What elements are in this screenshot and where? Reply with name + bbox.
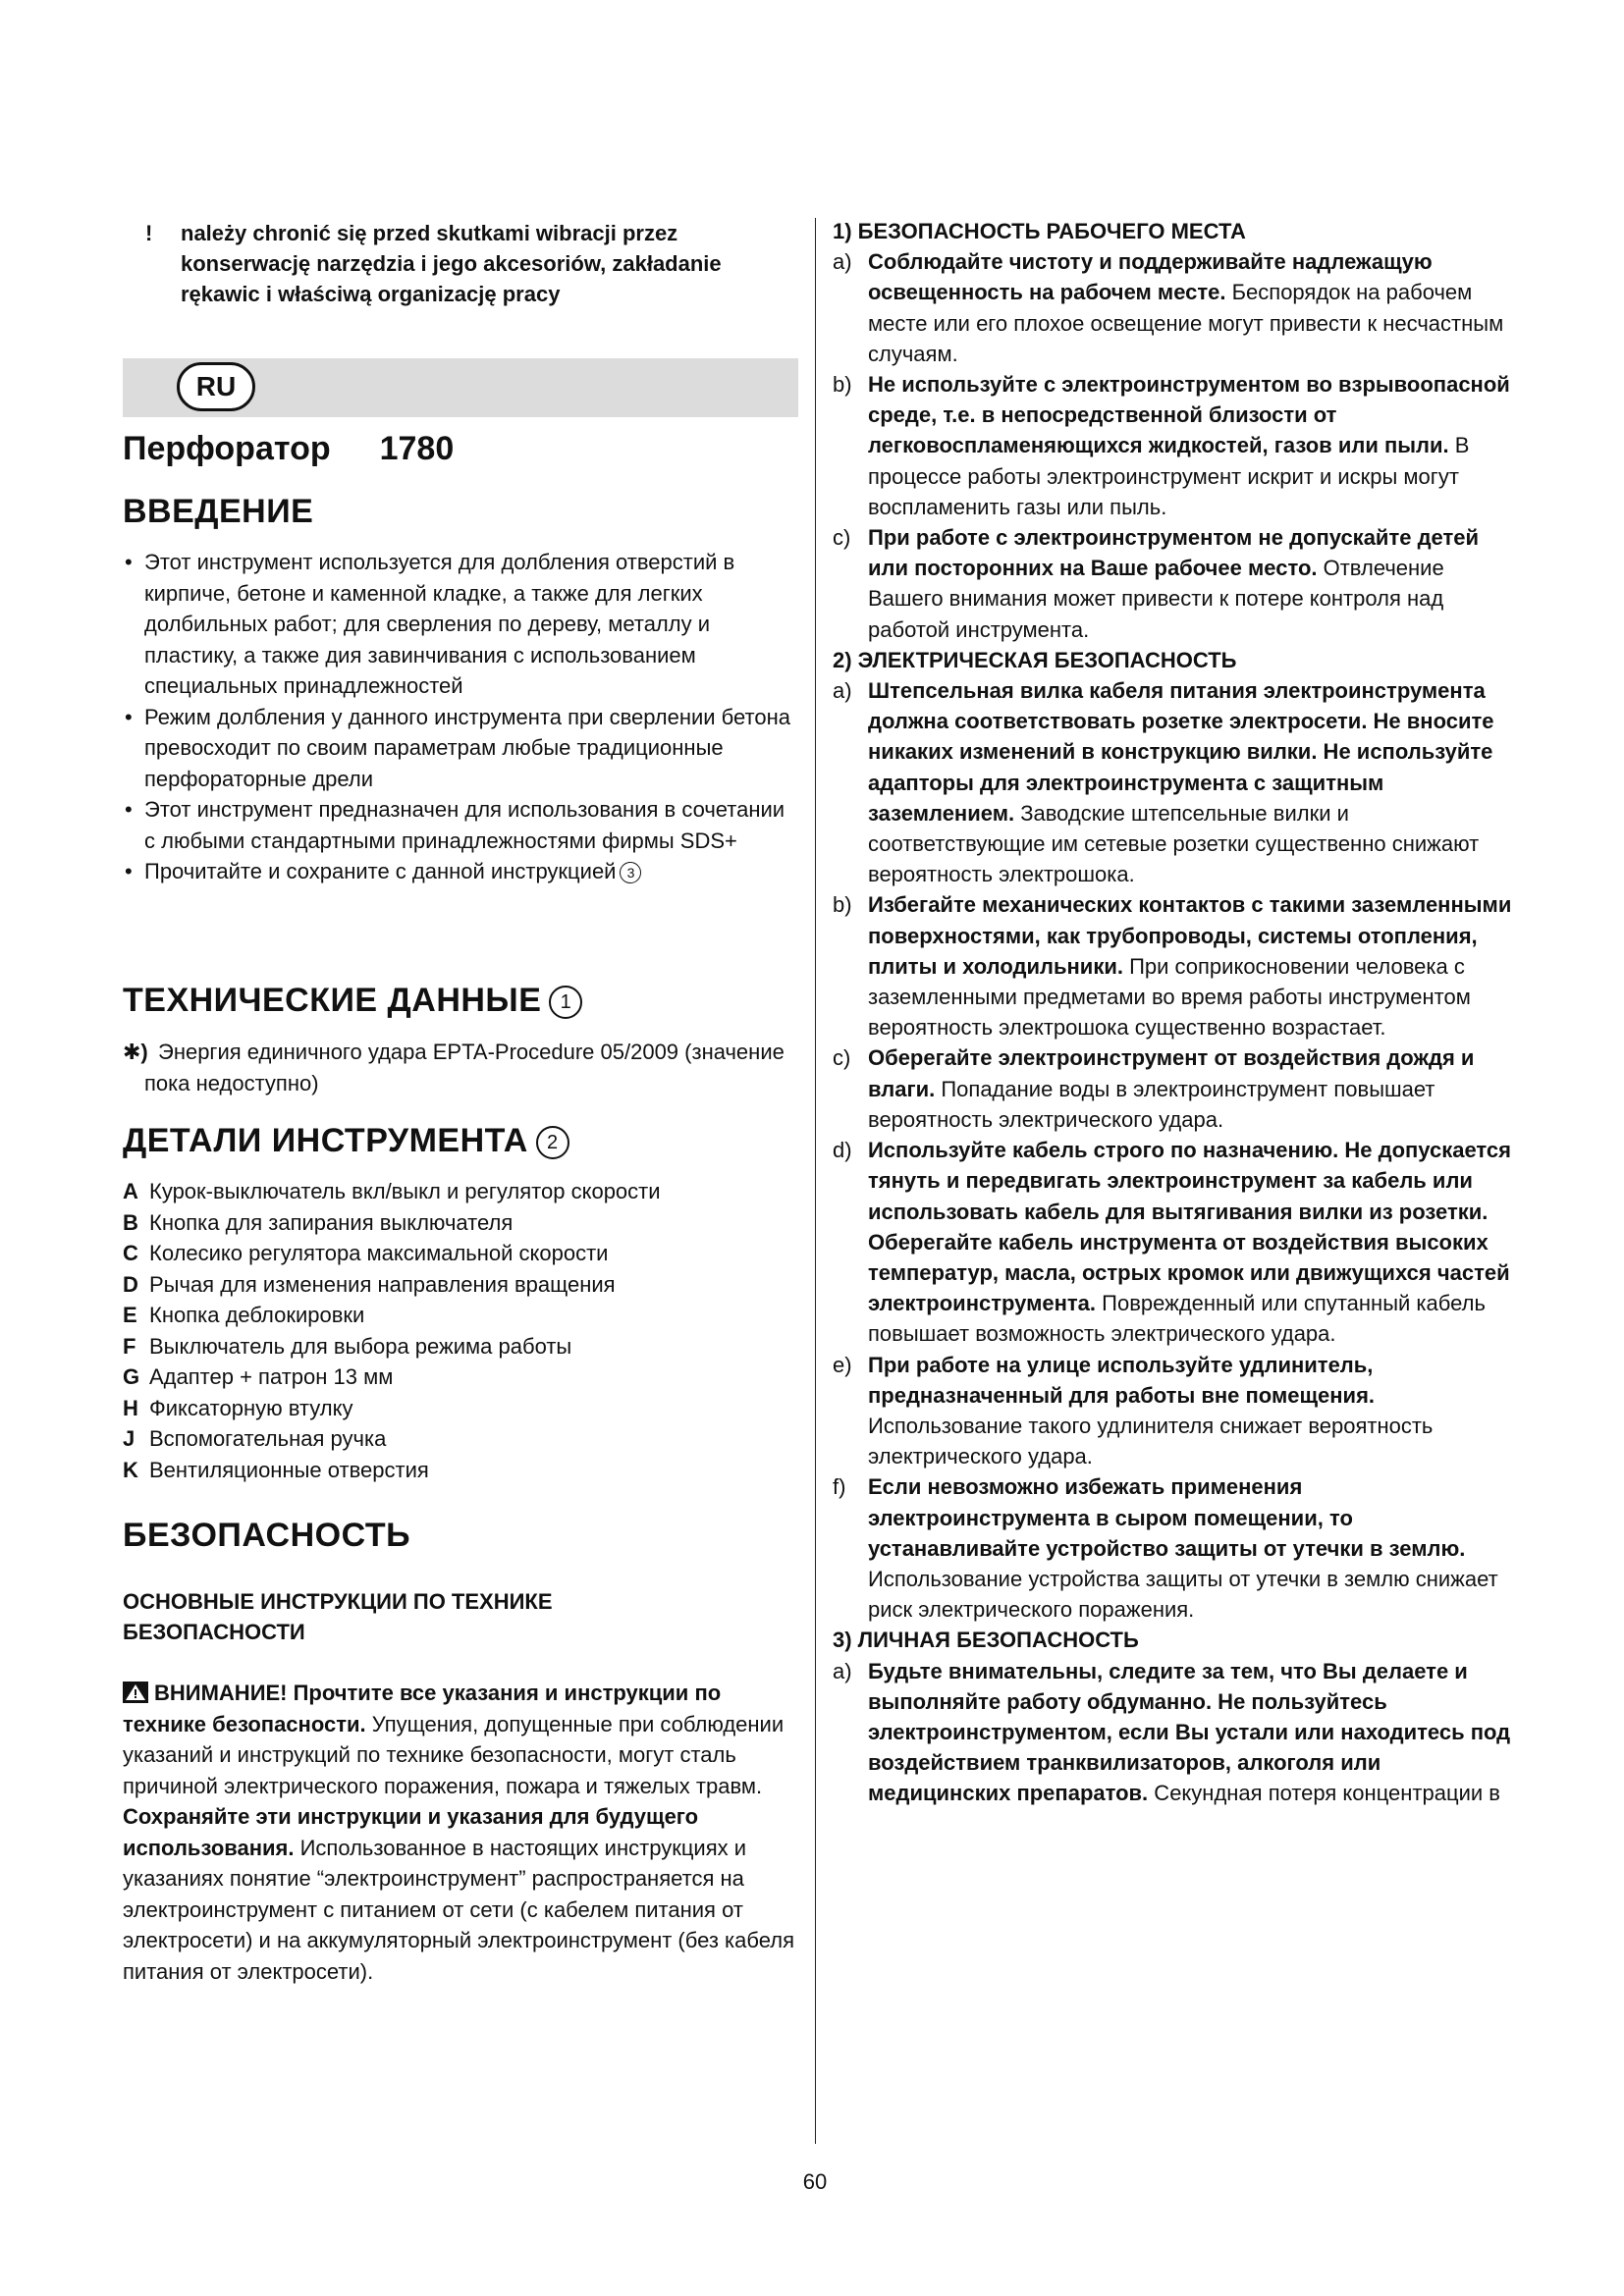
safety-warning xyxy=(123,1678,800,1987)
section-title: 1) БЕЗОПАСНОСТЬ РАБОЧЕГО МЕСТА xyxy=(833,219,1246,243)
warning-icon xyxy=(123,1682,148,1703)
note-text: należy chronić się przed skutkami wibracji przez konserwację narzędzia i jego akcesoriów, zakładanie rękawic i właściwą organizację pracy xyxy=(181,221,722,306)
model-number: 1780 xyxy=(379,430,455,467)
list-item: b) Не используйте с электроинструментом во взрывоопасной среде, т.е. в непосредственной близости от легковоспламеняющихся жидкостей, газов или пыли. В процессе работы электроинструмент искрит и искры могут воспламенить газы или пыль. xyxy=(833,372,1510,519)
column-divider xyxy=(815,218,816,2144)
list-item: F Выключатель для выбора режима работы xyxy=(123,1333,572,1359)
parts-list xyxy=(123,1176,790,1485)
list-item xyxy=(123,856,790,887)
list-item: e) При работе на улице используйте удлинитель, предназначенный для работы вне помещения. Использование такого удлинителя снижает вероятность электрического удара. xyxy=(833,1352,1434,1469)
list-item: • Режим долбления у данного инструмента при сверлении бетона превосходит по своим параметрам любые традиционные перфораторные дрели xyxy=(123,702,790,795)
section-title: 3) ЛИЧНАЯ БЕЗОПАСНОСТЬ xyxy=(833,1628,1139,1653)
last-bullet-text: Прочитайте и сохраните с данной инструкцией xyxy=(144,859,617,883)
figure-ref: 3 xyxy=(620,862,641,883)
intro-list xyxy=(123,547,790,887)
list-item: c) При работе с электроинструментом не допускайте детей или посторонних на Ваше рабочее место. Отвлечение Вашего внимания может привести к потере контроля над работой инструмента. xyxy=(833,525,1480,642)
asterisk-marker: ✱) xyxy=(123,1040,148,1064)
list-item: • Этот инструмент используется для долбления отверстий в кирпиче, бетоне и каменной кладке, а также для легких долбильных работ; для сверления по дереву, металлу и пластику, а также дия завинчивания с использованием специальных принадлежностей xyxy=(123,547,790,702)
figure-ref: 1 xyxy=(549,986,582,1019)
page-number: 60 xyxy=(802,2169,828,2194)
safety-subheading: ОСНОВНЫЕ ИНСТРУКЦИИ ПО ТЕХНИКЕ БЕЗОПАСНОСТИ xyxy=(123,1589,553,1644)
model-title xyxy=(123,430,454,468)
list-item: E Кнопка деблокировки xyxy=(123,1303,365,1327)
polish-vibration-note xyxy=(145,218,793,309)
list-item: c) Оберегайте электроинструмент от воздействия дождя и влаги. Попадание воды в электроинструмент повышает вероятность электрического удара. xyxy=(833,1045,1475,1132)
figure-ref: 2 xyxy=(536,1126,569,1159)
language-badge: RU xyxy=(177,362,255,411)
keep-bold-text: Сохраняйте эти инструкции и указания для будущего использования. xyxy=(123,1804,699,1860)
list-item: A Курок-выключатель вкл/выкл и регулятор скорости xyxy=(123,1179,661,1203)
list-item: J Вспомогательная ручка xyxy=(123,1426,387,1451)
language-band xyxy=(123,358,798,417)
intro-heading: ВВЕДЕНИЕ xyxy=(123,493,314,530)
tech-note xyxy=(123,1037,790,1098)
tech-note-text: Энергия единичного удара EPTA-Procedure 05/2009 (значение пока недоступно) xyxy=(144,1040,785,1095)
list-item: f) Если невозможно избежать применения электроинструмента в сыром помещении, то устанавливайте устройство защиты от утечки в землю. Использование устройства защиты от утечки в землю снижает риск электрического поражения. xyxy=(833,1474,1498,1623)
list-item: a) Будьте внимательны, следите за тем, что Вы делаете и выполняйте работу обдуманно. Не пользуйтесь электроинструментом, если Вы устали или находитесь под воздействием транквилизаторов, алкоголя или медицинских препаратов. Секундная потеря концентрации в xyxy=(833,1658,1511,1806)
tech-heading xyxy=(123,982,582,1020)
list-item: H Фиксаторную втулку xyxy=(123,1395,353,1420)
model-name: Перфоратор xyxy=(123,430,331,467)
warning-text: Упущения, допущенные при соблюдении указаний и инструкций по технике безопасности, могут сталь причиной электрического поражения, пожара и тяжелых травм. xyxy=(123,1711,785,1798)
note-marker: ! xyxy=(145,221,153,245)
list-item: D Рычая для изменения направления вращения xyxy=(123,1271,616,1297)
tech-heading-text: ТЕХНИЧЕСКИЕ ДАННЫЕ xyxy=(123,982,542,1019)
list-item: • Этот инструмент предназначен для использования в сочетании с любыми стандартными принадлежностями фирмы SDS+ xyxy=(123,794,790,856)
list-item: a) Соблюдайте чистоту и поддерживайте надлежащую освещенность на рабочем месте. Беспорядок на рабочем месте или его плохое освещение могут привести к несчастным случаям. xyxy=(833,249,1504,366)
keep-text: Использованное в настоящих инструкциях и указаниях понятие “электроинструмент” распространяется на электроинструмент с питанием от сети (с кабелем питания от электросети) и на аккумуляторный электроинструмент (без кабеля питания от электросети). xyxy=(123,1835,794,1984)
right-column xyxy=(833,216,1520,1809)
section-title: 2) ЭЛЕКТРИЧЕСКАЯ БЕЗОПАСНОСТЬ xyxy=(833,647,1237,672)
parts-heading-text: ДЕТАЛИ ИНСТРУМЕНТА xyxy=(123,1122,528,1159)
list-item: C Колесико регулятора максимальной скорости xyxy=(123,1241,609,1265)
list-item: K Вентиляционные отверстия xyxy=(123,1457,429,1482)
safety-heading: БЕЗОПАСНОСТЬ xyxy=(123,1517,411,1554)
list-item: a) Штепсельная вилка кабеля питания электроинструмента должна соответствовать розетке электросети. Не вносите никаких изменений в конструкцию вилки. Не используйте адапторы для электроинструмента с защитным заземлением. Заводские штепсельные вилки и соответствующие им сетевые розетки существенно снижают вероятность электрошока. xyxy=(833,678,1494,887)
warning-bold-text: ВНИМАНИЕ! Прочтите все указания и инструкции по технике безопасности. xyxy=(123,1681,722,1736)
list-item: d) Используйте кабель строго по назначению. Не допускается тянуть и передвигать электроинструмент за кабель или использовать кабель для вытягивания вилки из розетки. Оберегайте кабель инструмента от воздействия высоких температур, масла, острых кромок или движущихся частей электроинструмента. Поврежденный или спутанный кабель повышает возможность электрического удара. xyxy=(833,1138,1511,1347)
list-item: b) Избегайте механических контактов с такими заземленными поверхностями, как трубопроводы, системы отопления, плиты и холодильники. При соприкосновении человека с заземленными предметами во время работы инструментом вероятность электрошока существенно возрастает. xyxy=(833,892,1512,1041)
list-item: B Кнопка для запирания выключателя xyxy=(123,1209,514,1235)
parts-heading xyxy=(123,1122,569,1160)
list-item: G Адаптер + патрон 13 мм xyxy=(123,1364,394,1389)
